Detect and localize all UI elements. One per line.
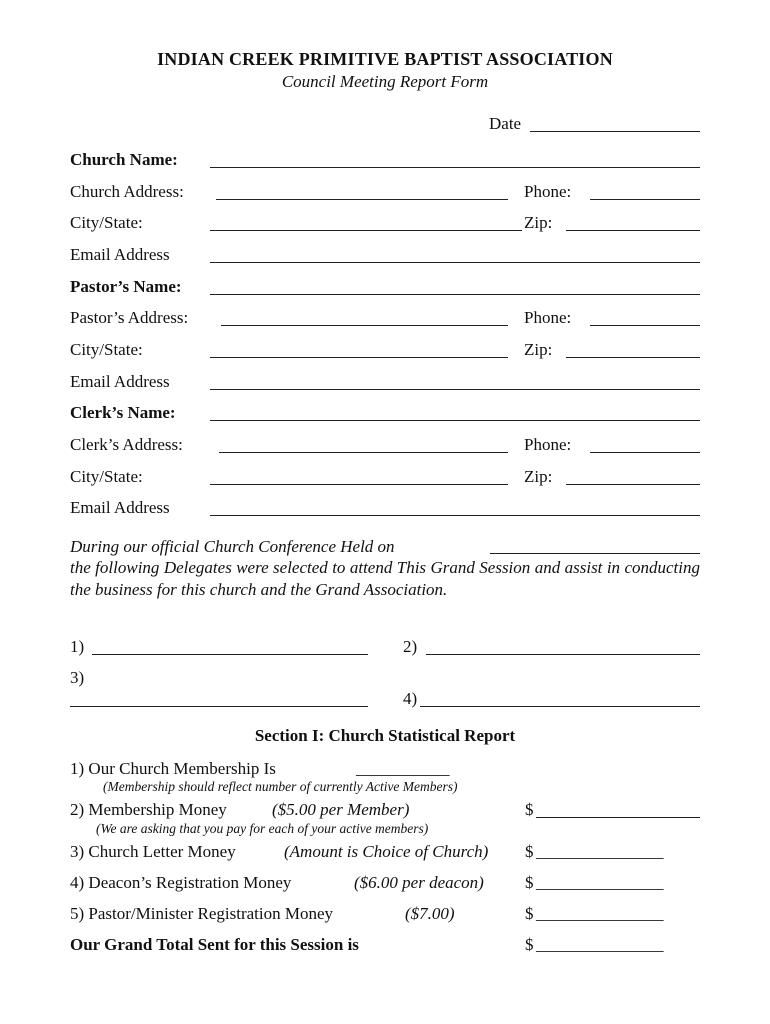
deacon-money-rate: ($6.00 per deacon)	[354, 873, 484, 892]
form-subtitle: Council Meeting Report Form	[281, 72, 489, 91]
pastor-email-label: Email Address	[70, 372, 170, 391]
delegates-paragraph: the following Delegates were selected to attend This Grand Session and assist in conducting the business for this church and the Grand Association.	[70, 558, 700, 599]
letter-money-field[interactable]: _______________	[536, 842, 664, 861]
membership-money-dollar: $	[525, 800, 534, 819]
clerk-email-label: Email Address	[70, 498, 170, 517]
pastor-name-field[interactable]	[210, 294, 700, 295]
delegate-4-field[interactable]	[420, 706, 700, 707]
grand-total-label: Our Grand Total Sent for this Session is	[70, 935, 359, 954]
church-email-field[interactable]	[210, 262, 700, 263]
pastor-address-field[interactable]	[221, 325, 508, 326]
pastor-zip-label: Zip:	[524, 340, 553, 359]
membership-money-note: (We are asking that you pay for each of your active members)	[96, 821, 429, 836]
delegate-2-field[interactable]	[426, 654, 700, 655]
form-title: INDIAN CREEK PRIMITIVE BAPTIST ASSOCIATION	[157, 49, 613, 69]
date-field[interactable]	[530, 131, 700, 132]
church-zip-field[interactable]	[566, 230, 700, 231]
membership-money-rate: ($5.00 per Member)	[272, 800, 410, 819]
church-zip-label: Zip:	[524, 213, 553, 232]
pastor-city-state-label: City/State:	[70, 340, 143, 359]
clerk-city-state-field[interactable]	[210, 484, 508, 485]
church-phone-label: Phone:	[524, 182, 572, 201]
date-label: Date	[489, 114, 522, 133]
pastor-registration-field[interactable]: _______________	[536, 904, 664, 923]
church-address-field[interactable]	[216, 199, 508, 200]
delegate-1-field[interactable]	[92, 654, 368, 655]
grand-total-field[interactable]: _______________	[536, 935, 664, 954]
letter-money-dollar: $	[525, 842, 534, 861]
membership-note: (Membership should reflect number of currently Active Members)	[103, 779, 458, 794]
membership-money-label: 2) Membership Money	[70, 800, 227, 819]
delegate-3-field[interactable]	[70, 706, 368, 707]
pastor-email-field[interactable]	[210, 389, 700, 390]
deacon-money-label: 4) Deacon’s Registration Money	[70, 873, 292, 892]
church-name-field[interactable]	[210, 167, 700, 168]
pastor-registration-label: 5) Pastor/Minister Registration Money	[70, 904, 334, 923]
pastor-city-state-field[interactable]	[210, 357, 508, 358]
delegate-2-number: 2)	[403, 637, 418, 656]
letter-money-note: (Amount is Choice of Church)	[284, 842, 489, 861]
clerk-name-field[interactable]	[210, 420, 700, 421]
church-city-state-field[interactable]	[210, 230, 522, 231]
letter-money-label: 3) Church Letter Money	[70, 842, 236, 861]
church-city-state-label: City/State:	[70, 213, 143, 232]
grand-total-dollar: $	[525, 935, 534, 954]
conference-intro: During our official Church Conference Held on	[70, 537, 395, 556]
membership-money-field[interactable]	[536, 817, 700, 818]
deacon-money-dollar: $	[525, 873, 534, 892]
pastor-name-label: Pastor’s Name:	[70, 277, 182, 296]
clerk-address-label: Clerk’s Address:	[70, 435, 183, 454]
pastor-phone-label: Phone:	[524, 308, 572, 327]
clerk-phone-label: Phone:	[524, 435, 572, 454]
section-heading: Section I: Church Statistical Report	[254, 726, 516, 745]
delegate-1-number: 1)	[70, 637, 85, 656]
church-name-label: Church Name:	[70, 150, 178, 169]
church-phone-field[interactable]	[590, 199, 700, 200]
pastor-zip-field[interactable]	[566, 357, 700, 358]
pastor-address-label: Pastor’s Address:	[70, 308, 189, 327]
clerk-address-field[interactable]	[219, 452, 508, 453]
clerk-name-label: Clerk’s Name:	[70, 403, 176, 422]
membership-field[interactable]: ___________	[356, 759, 450, 778]
delegate-3-number: 3)	[70, 668, 85, 687]
delegate-4-number: 4)	[403, 689, 418, 708]
clerk-zip-field[interactable]	[566, 484, 700, 485]
membership-label: 1) Our Church Membership Is	[70, 759, 276, 778]
pastor-registration-dollar: $	[525, 904, 534, 923]
conference-date-field[interactable]	[490, 553, 700, 554]
pastor-registration-rate: ($7.00)	[405, 904, 455, 923]
clerk-phone-field[interactable]	[590, 452, 700, 453]
clerk-city-state-label: City/State:	[70, 467, 143, 486]
church-email-label: Email Address	[70, 245, 170, 264]
pastor-phone-field[interactable]	[590, 325, 700, 326]
church-address-label: Church Address:	[70, 182, 184, 201]
clerk-zip-label: Zip:	[524, 467, 553, 486]
deacon-money-field[interactable]: _______________	[536, 873, 664, 892]
clerk-email-field[interactable]	[210, 515, 700, 516]
